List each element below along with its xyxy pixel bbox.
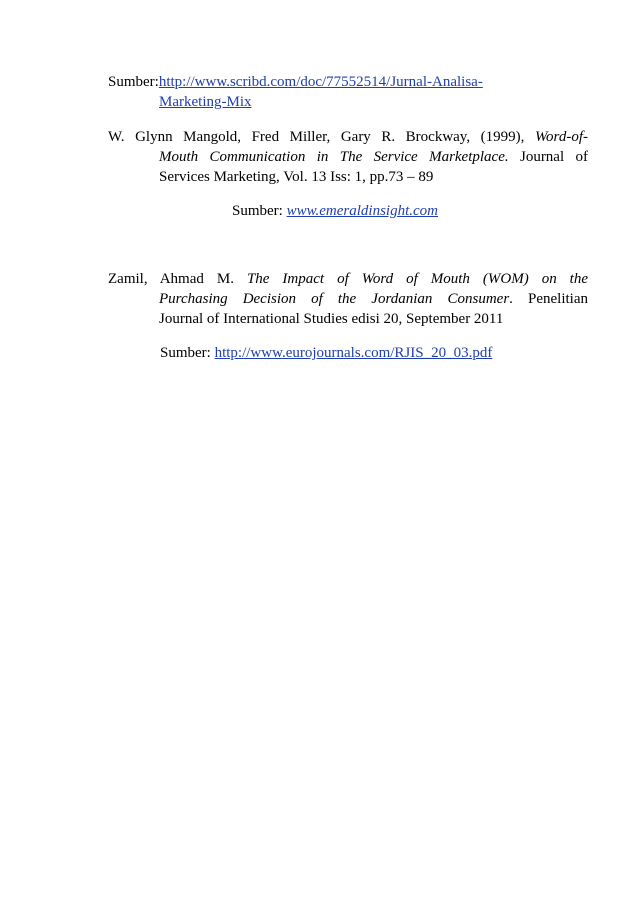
eurojournals-link[interactable]: http://www.eurojournals.com/RJIS_20_03.pdf: [214, 345, 493, 361]
authors-text: W. Glynn Mangold, Fred Miller, Gary R. Brockway, (1999),: [108, 129, 535, 145]
reference-line: [108, 167, 588, 187]
source-label: Sumber:: [160, 345, 215, 361]
scribd-link-continued[interactable]: Marketing-Mix: [159, 94, 252, 110]
journal-text: . Penelitian: [509, 291, 588, 307]
reference-scribd: [108, 72, 588, 112]
journal-details: Journal of International Studies edisi 20, September 2011: [159, 311, 504, 327]
journal-text: Journal of: [508, 149, 588, 165]
title-text-continued: Purchasing Decision of the Jordanian Consumer: [159, 291, 510, 307]
reference-line: [108, 72, 588, 92]
emerald-link[interactable]: www.emeraldinsight.com: [286, 203, 438, 219]
title-text-continued: Mouth Communication in The Service Marketplace.: [159, 149, 509, 165]
reference-line: [108, 289, 588, 309]
reference-line: [108, 309, 588, 329]
title-text: The Impact of Word of Mouth (WOM) on the: [246, 271, 589, 287]
journal-details: Services Marketing, Vol. 13 Iss: 1, pp.73 – 89: [159, 169, 434, 185]
reference-zamil: [108, 269, 588, 329]
source-emerald: [232, 201, 438, 221]
scribd-link[interactable]: http://www.scribd.com/doc/77552514/Jurnal-Analisa-: [158, 74, 483, 90]
source-label: Sumber:: [108, 74, 159, 90]
reference-line: [108, 127, 588, 147]
title-text: Word-of-: [534, 129, 588, 145]
reference-line: [108, 147, 588, 167]
source-eurojournals: [160, 343, 492, 363]
source-label: Sumber:: [232, 203, 287, 219]
reference-line: [108, 92, 588, 112]
author-text: Zamil, Ahmad M.: [108, 271, 247, 287]
reference-line: [108, 269, 588, 289]
reference-mangold: [108, 127, 588, 187]
